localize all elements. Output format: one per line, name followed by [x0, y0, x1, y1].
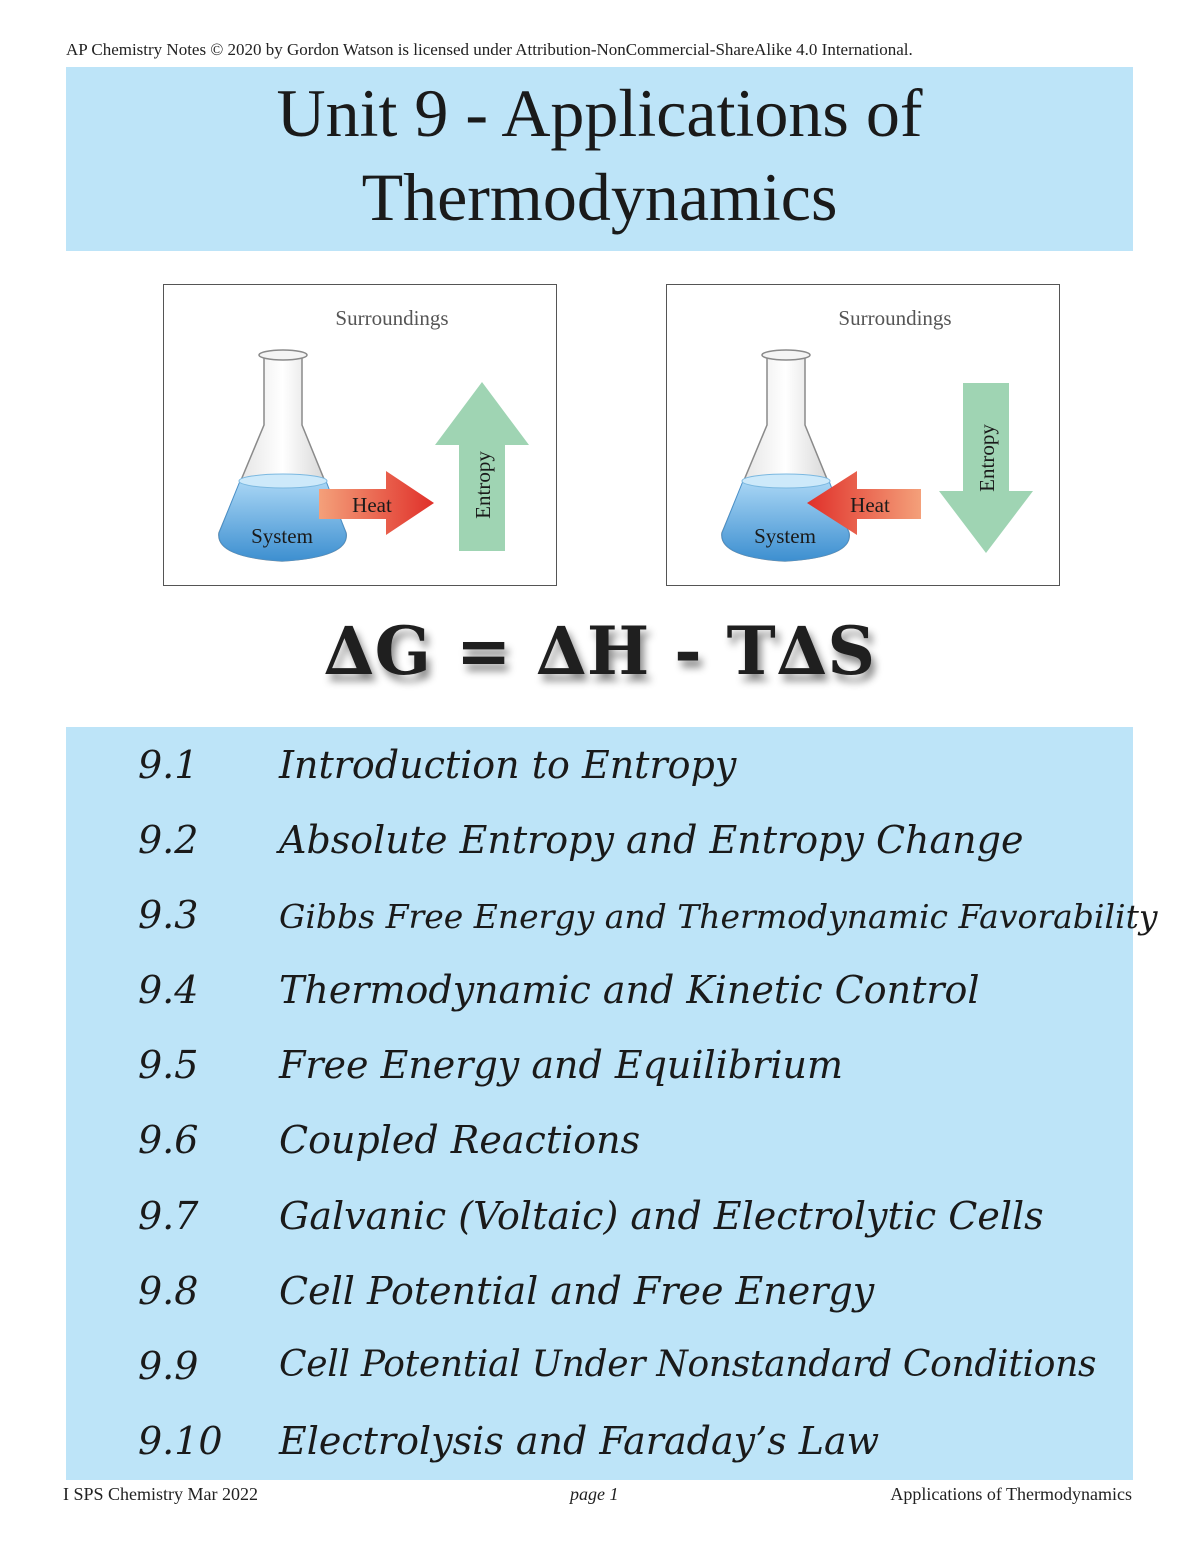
- footer-page-number: page 1: [570, 1484, 619, 1504]
- footer-course: I SPS Chemistry Mar 2022: [63, 1484, 259, 1504]
- toc-item-title: Cell Potential and Free Energy: [279, 1269, 875, 1313]
- toc-item: [66, 1194, 1133, 1254]
- heat-label: Heat: [352, 493, 392, 517]
- toc-item: [66, 1118, 1133, 1178]
- toc-item: [66, 818, 1133, 878]
- diagram-endothermic: [666, 284, 1060, 586]
- entropy-label: Entropy: [471, 451, 495, 519]
- toc-item: [66, 1269, 1133, 1329]
- toc-item-number: 9.4: [138, 968, 199, 1012]
- toc-item-number: 9.8: [138, 1269, 199, 1313]
- system-label: System: [754, 524, 816, 548]
- surroundings-label: Surroundings: [838, 306, 952, 330]
- toc-item-number: 9.3: [138, 893, 199, 937]
- diagram-exothermic: [163, 284, 557, 586]
- system-label: System: [251, 524, 313, 548]
- toc-item-number: 9.5: [138, 1043, 199, 1087]
- diagram-endothermic-figure: [667, 285, 1059, 585]
- toc-item-number: 9.7: [138, 1194, 199, 1238]
- toc-item-number: 9.2: [138, 818, 199, 862]
- toc-item-title: Galvanic (Voltaic) and Electrolytic Cells: [279, 1194, 1044, 1238]
- license-notice: AP Chemistry Notes © 2020 by Gordon Watson is licensed under Attribution-NonCommercial-ShareAlike 4.0 International.: [66, 40, 913, 59]
- entropy-label: Entropy: [975, 424, 999, 492]
- toc-item: [66, 743, 1133, 803]
- diagram-exothermic-figure: [164, 285, 556, 585]
- page-title-line-1: Unit 9 - Applications of: [276, 75, 923, 151]
- toc-item: [66, 1043, 1133, 1103]
- toc-item-number: 9.10: [138, 1419, 223, 1463]
- toc-item-title: Coupled Reactions: [279, 1118, 641, 1162]
- toc-item: [66, 893, 1158, 953]
- table-of-contents: [66, 727, 1158, 1480]
- toc-item-title: Thermodynamic and Kinetic Control: [279, 968, 980, 1012]
- toc-item-number: 9.6: [138, 1118, 199, 1162]
- toc-item-title: Introduction to Entropy: [279, 743, 737, 787]
- gibbs-equation: ∆G = ∆H - T∆S: [323, 612, 877, 690]
- toc-item-number: 9.9: [138, 1344, 199, 1388]
- toc-item-title: Cell Potential Under Nonstandard Conditions: [279, 1344, 1097, 1385]
- title-banner: [66, 67, 1133, 251]
- toc-item-number: 9.1: [138, 743, 199, 787]
- surroundings-label: Surroundings: [335, 306, 449, 330]
- toc-item-title: Gibbs Free Energy and Thermodynamic Favorability: [279, 897, 1158, 936]
- footer-unit-title: Applications of Thermodynamics: [890, 1484, 1132, 1504]
- toc-item: [66, 1344, 1133, 1404]
- toc-item-title: Free Energy and Equilibrium: [279, 1043, 844, 1087]
- toc-item: [66, 968, 1133, 1028]
- toc-item-title: Absolute Entropy and Entropy Change: [279, 818, 1024, 862]
- toc-item: [66, 1419, 1133, 1479]
- heat-label: Heat: [850, 493, 890, 517]
- toc-item-title: Electrolysis and Faraday’s Law: [279, 1419, 880, 1463]
- page-title-line-2: Thermodynamics: [361, 159, 838, 235]
